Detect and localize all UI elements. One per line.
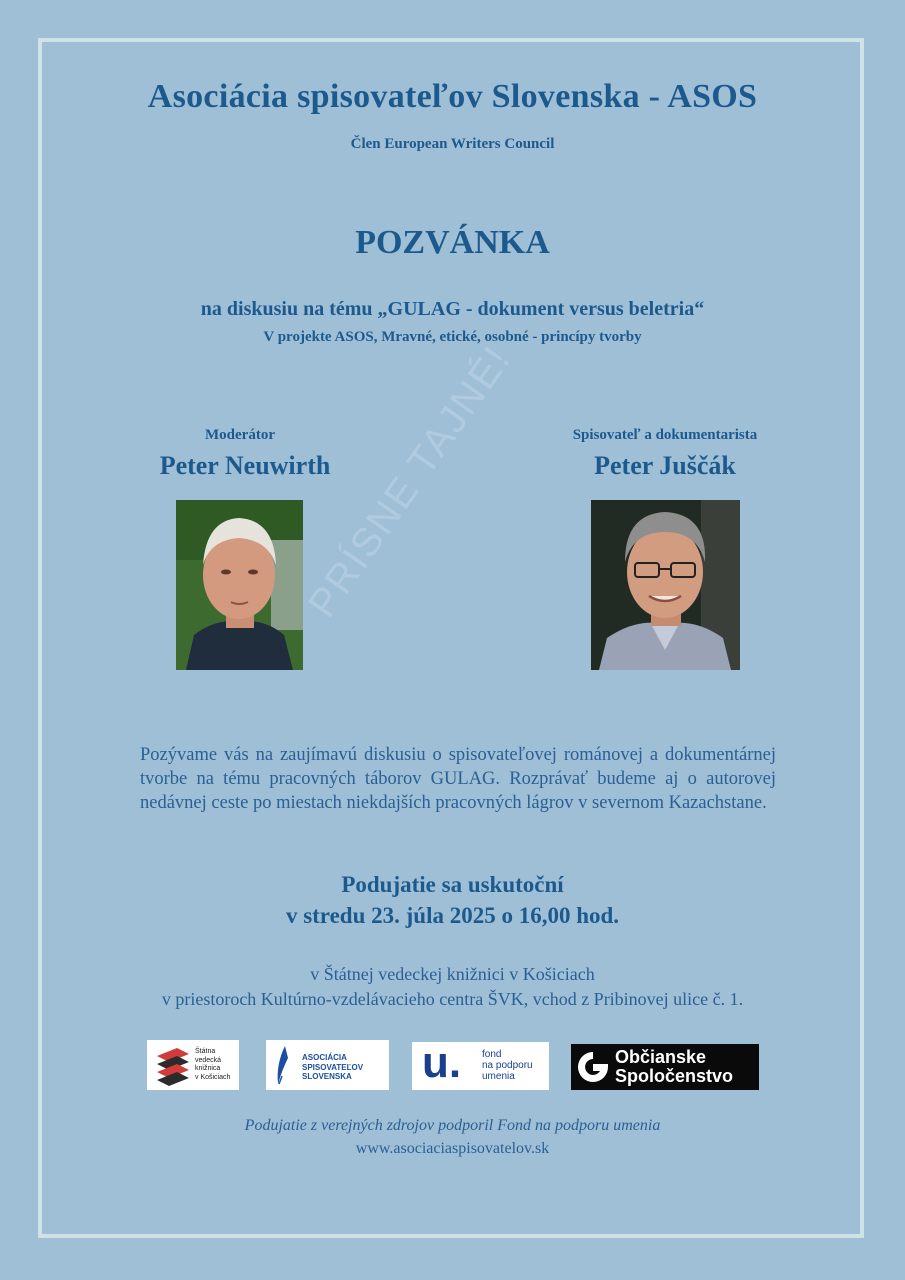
- guest-photo: [591, 500, 740, 670]
- fpu-logo-line-2: na podporu: [482, 1060, 533, 1071]
- invitation-title: POZVÁNKA: [355, 224, 550, 261]
- os-logo-line-1: Občianske: [615, 1047, 707, 1067]
- obcianske-spolocenstvo-logo: [571, 1044, 759, 1090]
- venue-line-1: v Štátnej vedeckej knižnici v Košiciach: [310, 964, 595, 984]
- fpu-logo: [412, 1042, 549, 1090]
- book-stack-icon: [151, 1040, 195, 1090]
- svk-library-logo: [147, 1040, 239, 1090]
- guest-name: Peter Juščák: [594, 451, 736, 480]
- asos-logo-line-3: SLOVENSKA: [302, 1072, 352, 1081]
- svk-logo-line-4: v Košiciach: [195, 1073, 231, 1081]
- venue-line-2: v priestoroch Kultúrno-vzdelávacieho centra ŠVK, vchod z Pribinovej ulice č. 1.: [161, 989, 744, 1009]
- funding-note: Podujatie z verejných zdrojov podporil Fond na podporu umenia: [244, 1117, 661, 1134]
- membership-line: Člen European Writers Council: [350, 136, 555, 152]
- moderator-role: Moderátor: [205, 427, 275, 443]
- fpu-logo-line-3: umenia: [482, 1071, 515, 1082]
- description-paragraph: Pozývame vás na zaujímavú diskusiu o spisovateľovej románovej a dokumentárnej tvorbe na tému pracovných táborov GULAG. Rozprávať budeme aj o autorovej nedávnej ceste po miestach niekdajších pracovných lágrov v severnom Kazachstane.: [140, 745, 776, 813]
- discussion-topic: na diskusiu na tému „GULAG - dokument versus beletria“: [200, 298, 705, 320]
- fpu-mark-icon: u.: [422, 1042, 462, 1087]
- event-date-time: v stredu 23. júla 2025 o 16,00 hod.: [285, 903, 620, 928]
- os-logo-line-2: Spoločenstvo: [615, 1066, 734, 1086]
- asos-logo: [266, 1040, 389, 1090]
- website-link[interactable]: www.asociaciaspisovatelov.sk: [355, 1140, 550, 1157]
- project-line: V projekte ASOS, Mravné, etické, osobné - princípy tvorby: [263, 329, 642, 345]
- moderator-photo: [176, 500, 303, 670]
- asos-logo-line-1: ASOCIÁCIA: [302, 1053, 347, 1062]
- moderator-name: Peter Neuwirth: [159, 451, 331, 480]
- quill-icon: [270, 1040, 296, 1090]
- os-mark-icon: [573, 1044, 613, 1090]
- guest-role: Spisovateľ a dokumentarista: [572, 427, 758, 443]
- fpu-logo-line-1: fond: [482, 1049, 502, 1060]
- watermark-text: PRÍSNE TAJNÉ!: [300, 337, 520, 626]
- svk-logo-line-3: knižnica: [195, 1065, 221, 1072]
- svk-logo-line-1: Štátna: [195, 1048, 216, 1055]
- svk-logo-line-2: vedecká: [195, 1056, 222, 1064]
- asos-logo-line-2: SPISOVATEĽOV: [302, 1062, 364, 1072]
- organization-title: Asociácia spisovateľov Slovenska - ASOS: [147, 78, 758, 115]
- event-line-1: Podujatie sa uskutoční: [341, 872, 564, 897]
